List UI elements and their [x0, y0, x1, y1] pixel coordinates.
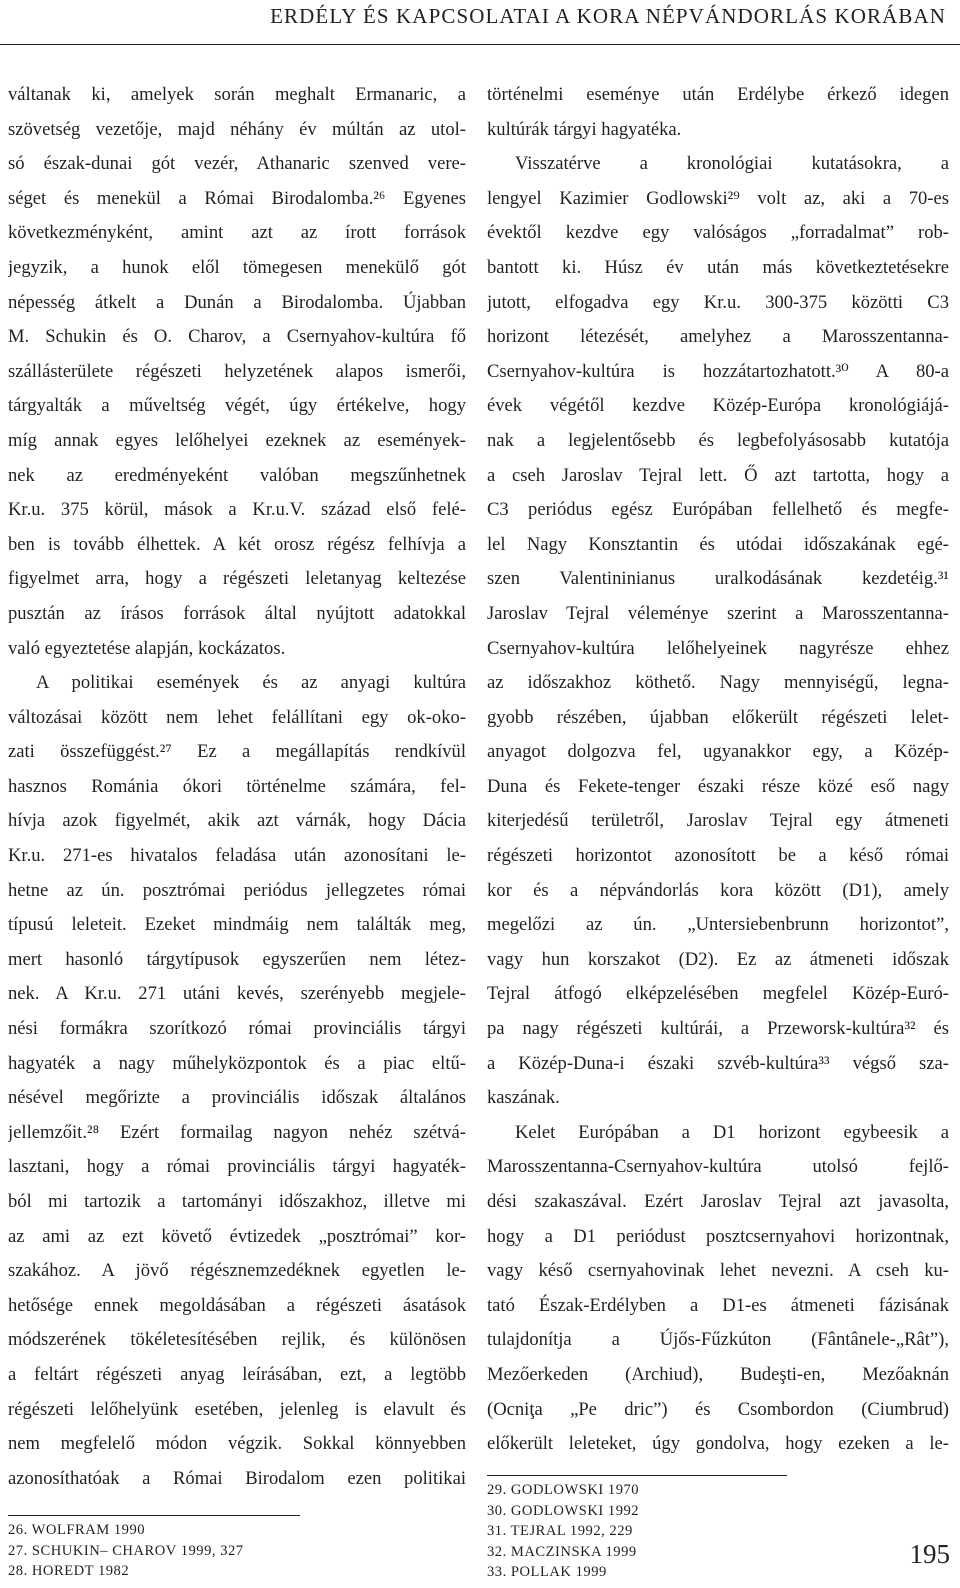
text-line: pusztán az írásos források által nyújtott adatokkal — [8, 602, 466, 624]
text-line: horizont létezését, amelyhez a Marosszentanna- — [487, 326, 949, 348]
text-line: hetne az ún. posztrómai periódus jellegzetes római — [8, 879, 466, 901]
right-footnotes — [487, 1480, 639, 1583]
text-line: évektől kezdve egy valóságos „forradalmat” rob- — [487, 222, 949, 244]
text-line: történelmi eseménye után Erdélybe érkező idegen — [487, 84, 949, 105]
text-line: ben is tovább élhettek. A két orosz régész felhívja a — [8, 533, 466, 555]
text-line: Jaroslav Tejral véleménye szerint a Marosszentanna- — [487, 602, 949, 624]
text-line: hívja azok figyelmét, akik azt várnák, hogy Dácia — [8, 810, 466, 832]
text-line: pa nagy régészeti kultúrái, a Przeworsk-kultúra³² és — [487, 1018, 949, 1040]
text-line: bantott ki. Húsz év után más következtetésekre — [487, 256, 949, 278]
text-line: kiterjedésű területről, Jaroslav Tejral egy átmeneti — [487, 810, 949, 832]
text-line: népesség átkelt a Dunán a Birodalomba. Újabban — [8, 291, 466, 313]
left-footnotes — [8, 1520, 244, 1582]
text-line: hogy a D1 periódust posztcsernyahovi horizontnak, — [487, 1225, 949, 1247]
text-line: Visszatérve a kronológiai kutatásokra, a — [515, 153, 949, 175]
text-line: gyobb részében, újabban előkerült régészeti lelet- — [487, 706, 949, 728]
text-line: lengyel Kazimier Godlowski²⁹ volt az, aki a 70-es — [487, 187, 949, 209]
text-line: (Ocniţa „Pe dric”) és Csombordon (Ciumbrud) — [487, 1398, 949, 1420]
text-line: az időszakhoz köthető. Nagy mennyiségű, legna- — [487, 672, 949, 694]
text-line: nem megfelelő módon végzik. Sokkal könnyebben — [8, 1433, 466, 1455]
text-line: séget és menekül a Római Birodalomba.²⁶ Egyenes — [8, 187, 466, 209]
text-line: való egyeztetése alapján, kockázatos. — [8, 637, 286, 659]
left-text-column — [8, 78, 466, 1496]
text-line: M. Schukin és O. Charov, a Csernyahov-kultúra fő — [8, 326, 466, 348]
right-text-column — [487, 78, 949, 1462]
page-number: 195 — [909, 1539, 950, 1569]
text-line: Kr.u. 375 körül, mások a Kr.u.V. század első felé- — [8, 499, 466, 521]
footnote: 26. WOLFRAM 1990 — [8, 1522, 146, 1538]
text-line: hetősége ennek megoldásában a régészeti ásatások — [8, 1294, 466, 1316]
text-line: Kelet Európában a D1 horizont egybeesik a — [515, 1121, 949, 1143]
text-line: Mezőerkeden (Archiud), Budeşti-en, Mezőaknán — [487, 1363, 949, 1385]
text-line: Duna és Fekete-tenger északi része közé eső nagy — [487, 775, 949, 797]
text-line: szövetség vezetője, majd néhány év múltán az utol- — [8, 118, 466, 140]
text-line: a cseh Jaroslav Tejral lett. Ő azt tartotta, hogy a — [487, 464, 949, 486]
text-line: vagy késő csernyahovinak lehet nevezni. A cseh ku- — [487, 1260, 949, 1282]
text-line: régészeti lelőhelyünk esetében, jelenleg is elavult és — [8, 1398, 466, 1420]
text-line: lasztani, hogy a római provinciális tárgyi hagyaték- — [8, 1156, 466, 1178]
text-line: Csernyahov-kultúra is hozzátartozhatott.³⁰ A 80-a — [487, 360, 949, 382]
text-line: só észak-dunai gót vezér, Athanaric szenved vere- — [8, 153, 466, 175]
text-line: C3 periódus egész Európában fellelhető és megfe- — [487, 499, 949, 521]
text-line: hagyaték a nagy műhelyközpontok és a piac eltű- — [8, 1052, 466, 1074]
text-line: nek az eredményeként valóban megszűnhetnek — [8, 464, 466, 486]
text-line: figyelmet arra, hogy a régészeti leletanyag keltezése — [8, 568, 466, 590]
text-line: következményként, amint azt az írott források — [8, 222, 466, 244]
text-line: anyagot dolgozva fel, ugyanakkor egy, a Közép- — [487, 741, 949, 763]
text-line: szen Valentininianus uralkodásának kezdetéig.³¹ — [487, 568, 949, 590]
text-line: míg annak egyes lelőhelyei ezeknek az események- — [8, 429, 466, 451]
text-line: jellemzőit.²⁸ Ezért formailag nagyon nehéz szétvá- — [8, 1121, 466, 1143]
text-line: Tejral átfogó elképzelésében megfelel Közép-Euró- — [487, 983, 949, 1005]
text-line: hasznos Románia ókori történelme számára, fel- — [8, 775, 466, 797]
text-line: kultúrák tárgyi hagyatéka. — [487, 118, 682, 140]
text-line: dési szakaszával. Ezért Jaroslav Tejral azt javasolta, — [487, 1191, 949, 1212]
text-line: tató Észak-Erdélyben a D1-es átmeneti fázisának — [487, 1294, 949, 1316]
footnote: 27. SCHUKIN– CHAROV 1999, 327 — [8, 1542, 244, 1559]
text-line: nési formákra szorítkozó római provinciális tárgyi — [8, 1018, 466, 1040]
footnote: 32. MACZINSKA 1999 — [487, 1543, 637, 1560]
text-line: szállásterülete régészeti helyzetének alapos ismerői, — [8, 360, 466, 382]
text-line: előkerült leleteket, úgy gondolva, hogy ezeken a le- — [487, 1433, 949, 1455]
left-footnote-rule — [8, 1515, 300, 1516]
text-line: tárgyalták a műveltség végét, úgy értékelve, hogy — [8, 395, 466, 417]
text-line: nek. A Kr.u. 271 utáni kevés, szerényebb megjele- — [8, 983, 466, 1005]
text-line: változásai között nem lehet felállítani egy ok-oko- — [8, 706, 466, 728]
text-line: módszerének tökéletesítésében rejlik, és különösen — [8, 1329, 466, 1351]
footnote: 31. TEJRAL 1992, 229 — [487, 1523, 633, 1539]
footnote: 29. GODLOWSKI 1970 — [487, 1482, 640, 1498]
text-line: ból mi tartozik a tartományi időszakhoz, illetve mi — [8, 1191, 466, 1212]
text-line: Csernyahov-kultúra lelőhelyeinek nagyrésze ehhez — [487, 637, 949, 659]
text-line: váltanak ki, amelyek során meghalt Ermanaric, a — [8, 84, 466, 105]
text-line: vagy hun korszakot (D2). Ez az átmeneti időszak — [487, 948, 949, 970]
text-line: Kr.u. 271-es hivatalos feladása után azonosítani le- — [8, 845, 466, 867]
text-line: zati összefüggést.²⁷ Ez a megállapítás rendkívül — [8, 741, 466, 763]
text-line: típusú leleteit. Ezeket mindmáig nem találták meg, — [8, 914, 466, 936]
text-line: szakához. A jövő régésznemzedéknek egyetlen le- — [8, 1260, 466, 1282]
text-line: azonosíthatóak a Római Birodalom ezen politikai — [8, 1467, 466, 1489]
text-line: régészeti horizontot azonosított be a késő római — [487, 845, 949, 867]
text-line: Marosszentanna-Csernyahov-kultúra utolsó fejlő- — [487, 1156, 949, 1178]
text-line: a Közép-Duna-i északi szvéb-kultúra³³ végső sza- — [487, 1052, 949, 1074]
footnote: 28. HOREDT 1982 — [8, 1563, 130, 1579]
header-rule — [0, 44, 960, 45]
text-line: az ami az ezt követő évtizedek „posztrómai” kor- — [8, 1225, 466, 1247]
text-line: jutott, elfogadva egy Kr.u. 300-375 közötti C3 — [487, 291, 949, 313]
text-line: nésével megőrizte a provinciális időszak általános — [8, 1087, 466, 1109]
text-line: megelőzi az ún. „Untersiebenbrunn horizontot”, — [487, 914, 949, 936]
text-line: a feltárt régészeti anyag leírásában, ezt, a legtöbb — [8, 1363, 466, 1385]
text-line: tulajdonítja a Újős-Fűzkúton (Fântânele-„Rât”), — [487, 1329, 949, 1351]
text-line: kaszának. — [487, 1087, 560, 1109]
footnote: 33. POLLAK 1999 — [487, 1564, 607, 1580]
text-line: kor és a népvándorlás kora között (D1), amely — [487, 879, 949, 901]
footnote: 30. GODLOWSKI 1992 — [487, 1502, 640, 1519]
text-line: nak a legjelentősebb és legbefolyásosabb kutatója — [487, 429, 949, 451]
running-head: ERDÉLY ÉS KAPCSOLATAI A KORA NÉPVÁNDORLÁS KORÁBAN — [270, 4, 946, 28]
text-line: mert hasonló tárgytípusok egyszerűen nem létez- — [8, 948, 466, 970]
text-line: A politikai események és az anyagi kultúra — [36, 672, 466, 694]
text-line: jegyzik, a hunok elől tömegesen menekülő gót — [8, 256, 466, 278]
text-line: évek végétől kezdve Közép-Európa kronológiájá- — [487, 395, 949, 417]
text-line: lel Nagy Konsztantin és utódai időszakának egé- — [487, 533, 949, 555]
right-footnote-rule — [487, 1475, 787, 1476]
